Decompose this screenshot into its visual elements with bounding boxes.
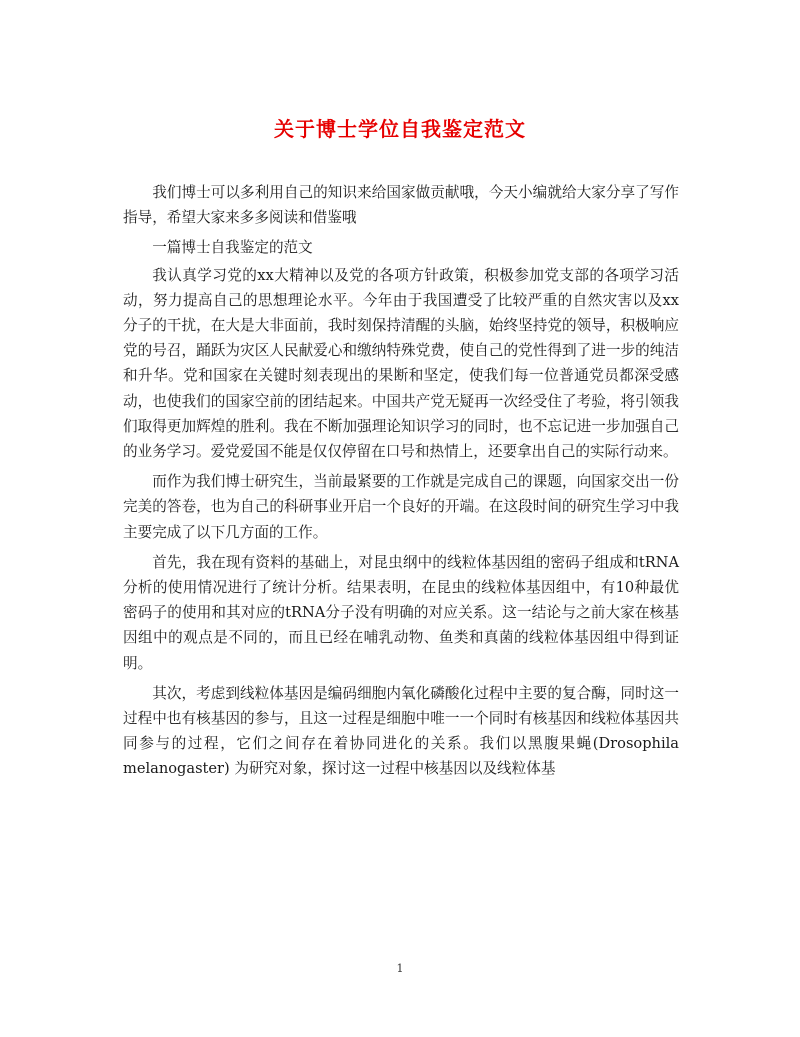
- section-heading: 一篇博士自我鉴定的范文: [152, 239, 313, 257]
- body-paragraph: 我认真学习党的xx大精神以及党的各项方针政策，积极参加党支部的各项学习活动，努力提高自己的思想理论水平。今年由于我国遭受了比较严重的自然灾害以及xx分子的干扰，在大是大非面前，我时刻保持清醒的头脑，始终坚持党的领导，积极响应党的号召，踊跃为灾区人民献爱心和缴纳特殊党费，使自己的党性得到了进一步的纯洁和升华。党和国家在关键时刻表现出的果断和坚定，使我们每一位普通党员都深受感动，也使我们的国家空前的团结起来。中国共产党无疑再一次经受住了考验，将引领我们取得更加辉煌的胜利。我在不断加强理论知识学习的同时，也不忘记进一步加强自己的业务学习。爱党爱国不能是仅仅停留在口号和热情上，还要拿出自己的实际行动来。: [123, 266, 679, 461]
- intro-paragraph: 我们博士可以多利用自己的知识来给国家做贡献哦，今天小编就给大家分享了写作指导，希望大家来多多阅读和借鉴哦: [123, 184, 679, 227]
- document-body: [123, 180, 679, 787]
- document-title: 关于博士学位自我鉴定范文: [274, 117, 526, 141]
- body-paragraph: 首先，我在现有资料的基础上，对昆虫纲中的线粒体基因组的密码子组成和tRNA分析的使用情况进行了统计分析。结果表明，在昆虫的线粒体基因组中，有10种最优密码子的使用和其对应的tRNA分子没有明确的对应关系。这一结论与之前大家在核基因组中的观点是不同的，而且已经在哺乳动物、鱼类和真菌的线粒体基因组中得到证明。: [123, 553, 679, 672]
- page-number: 1: [396, 962, 404, 975]
- body-paragraph: 其次，考虑到线粒体基因是编码细胞内氧化磷酸化过程中主要的复合酶，同时这一过程中也有核基因的参与，且这一过程是细胞中唯一一个同时有核基因和线粒体基因共同参与的过程，它们之间存在着协同进化的关系。我们以黑腹果蝇(Drosophila melanogaster) 为研究对象，探讨这一过程中核基因以及线粒体基: [123, 684, 679, 778]
- body-paragraph: 而作为我们博士研究生，当前最紧要的工作就是完成自己的课题，向国家交出一份完美的答卷，也为自己的科研事业开启一个良好的开端。在这段时间的研究生学习中我主要完成了以下几方面的工作。: [123, 473, 679, 541]
